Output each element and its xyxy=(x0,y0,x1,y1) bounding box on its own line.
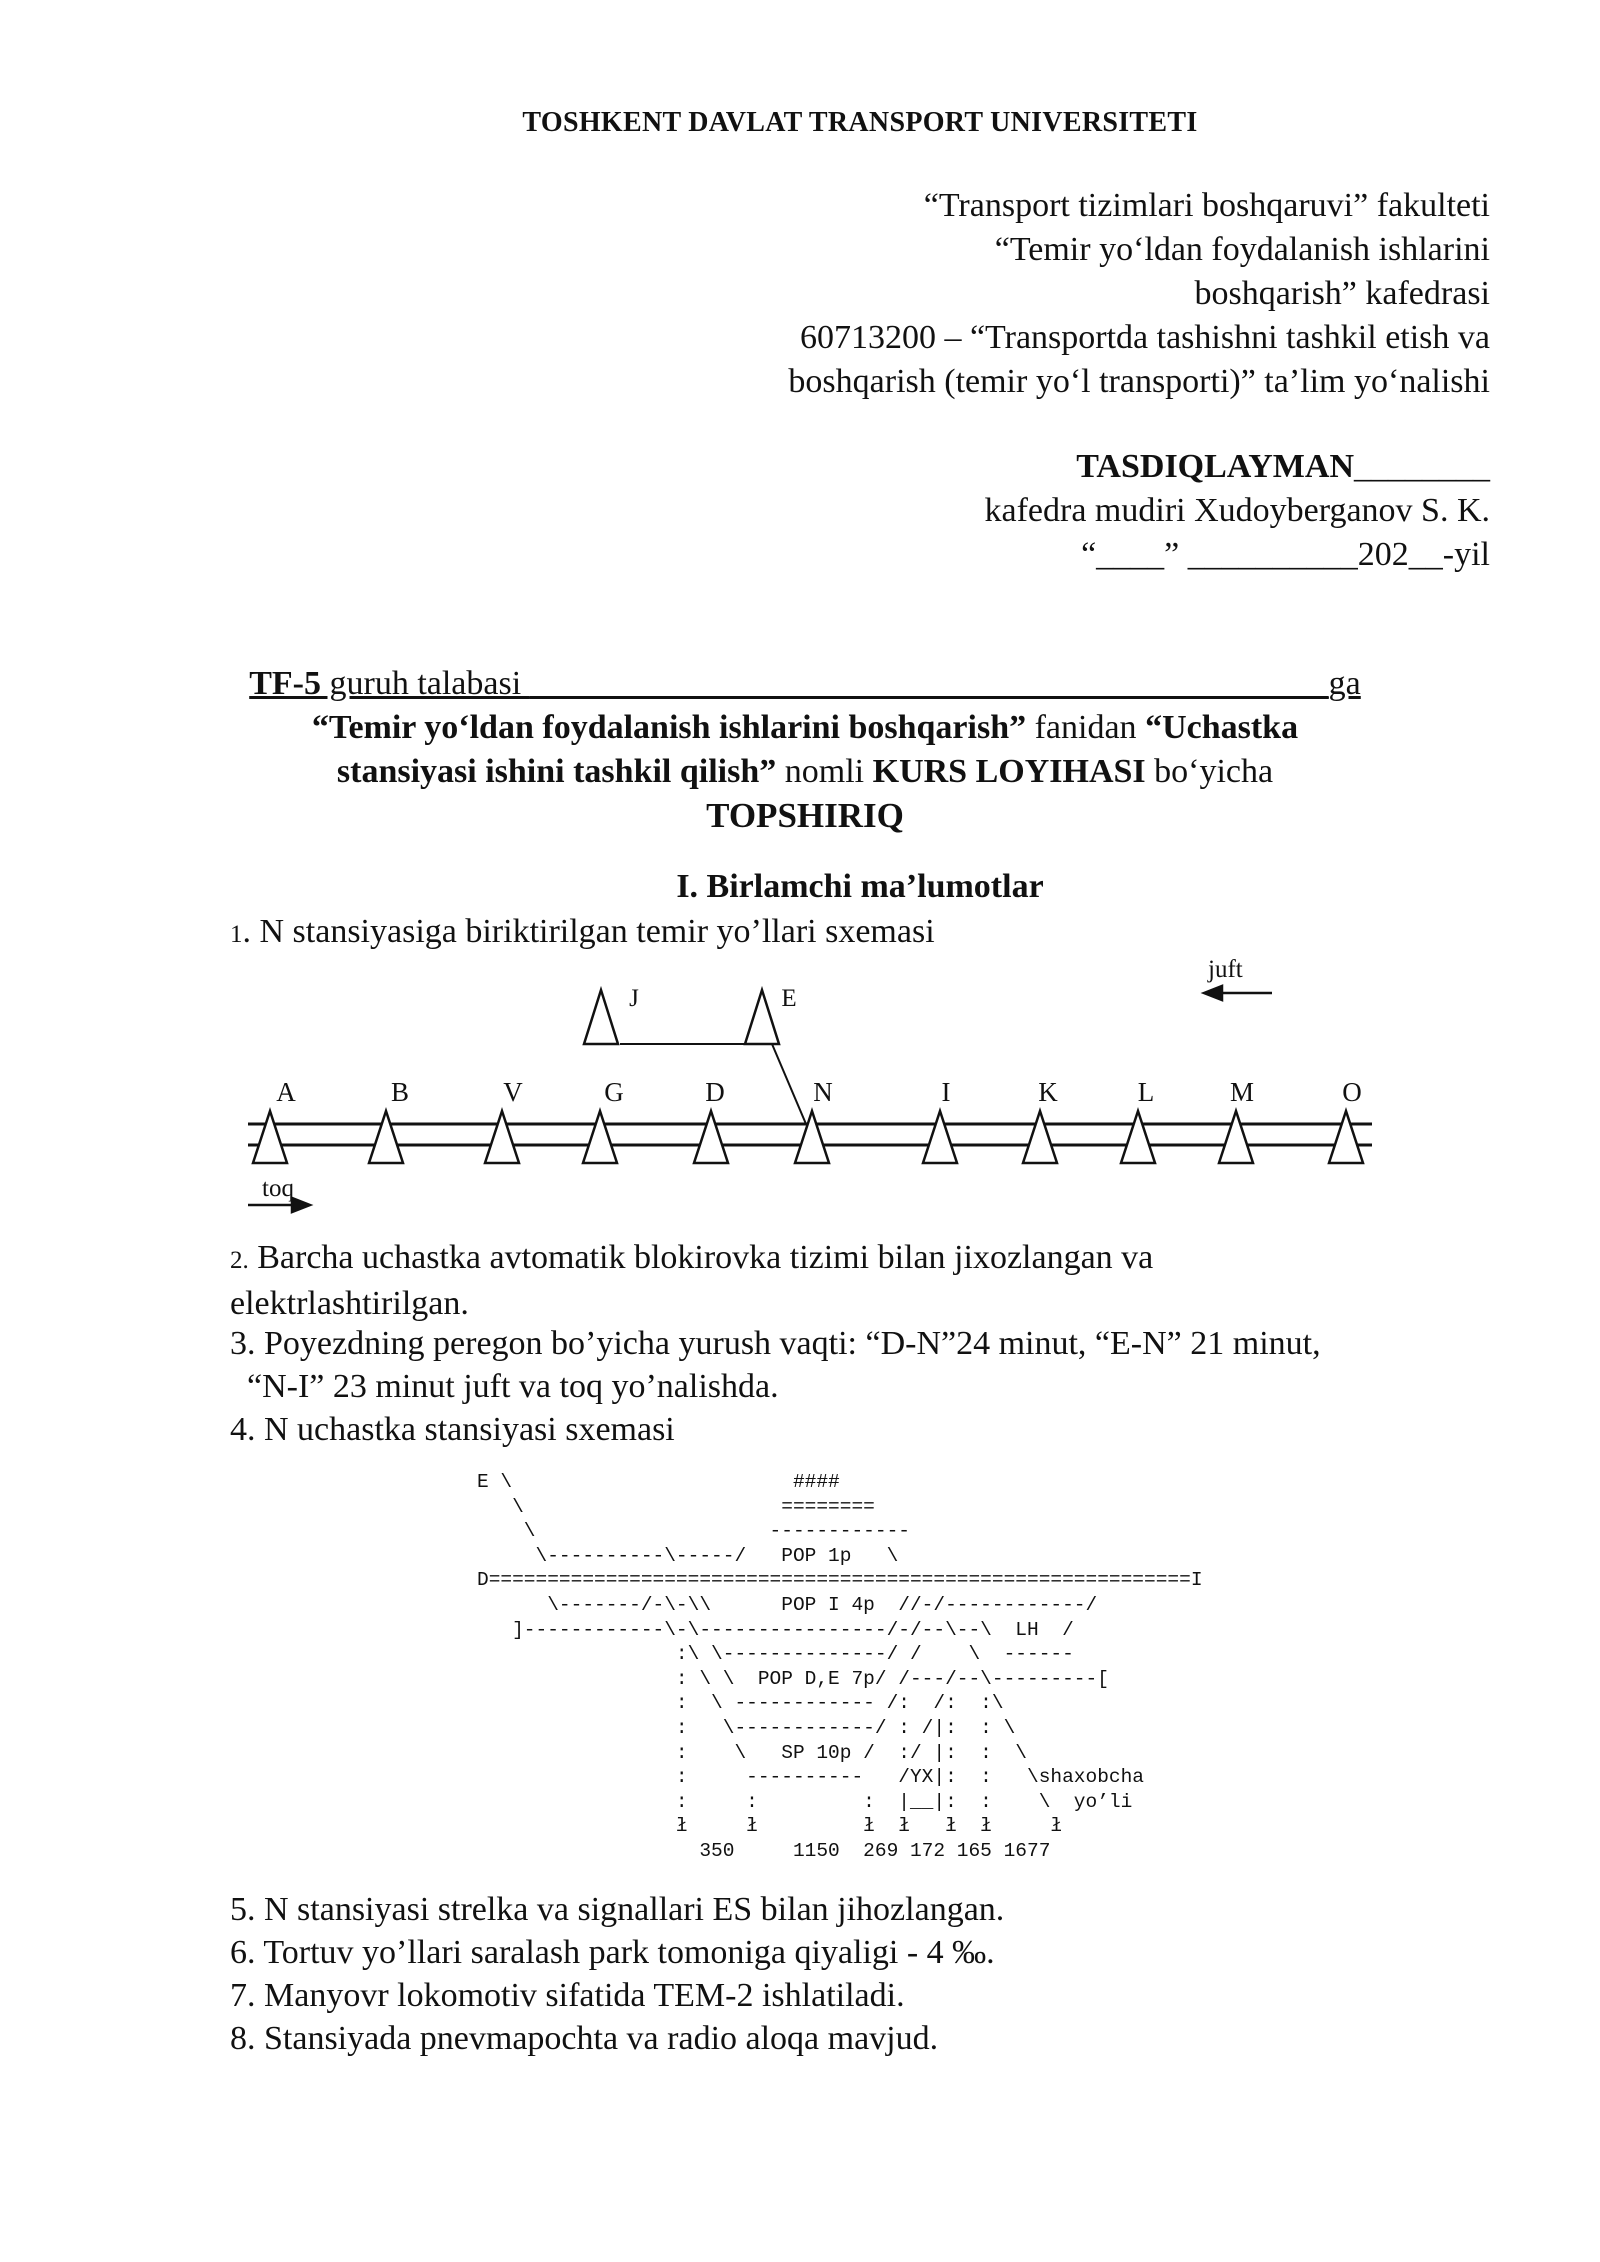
subject-name: “Temir yo‘ldan foydalanish ishlarini boshqarish” xyxy=(311,709,1027,746)
station-o-mark xyxy=(1329,1111,1363,1163)
item-3-line-1: 3. Poyezdning peregon bo’yicha yurush vaqti: “D-N”24 minut, “E-N” 21 minut, xyxy=(230,1325,1321,1362)
station-l-mark xyxy=(1121,1111,1155,1163)
fanidan-text: fanidan xyxy=(1026,709,1146,746)
topic-part-1: “Uchastka xyxy=(1145,709,1299,746)
department-line-1: “Temir yo‘ldan foydalanish ishlarini xyxy=(994,231,1490,268)
item-3 xyxy=(230,1322,1480,1408)
station-i-mark xyxy=(923,1111,957,1163)
specialty-line-2: boshqarish (temir yo‘l transporti)” ta’lim yo‘nalishi xyxy=(788,363,1490,400)
item-7: 7. Manyovr lokomotiv sifatida TEM-2 ishlatiladi. xyxy=(230,1977,905,2014)
faculty-line: “Transport tizimlari boshqaruvi” fakulteti xyxy=(923,187,1490,224)
station-n-label: N xyxy=(813,1077,833,1107)
station-a-label: A xyxy=(276,1077,296,1107)
student-name-blank: _______________________________________________ xyxy=(529,665,1329,702)
section-title: I. Birlamchi ma’lumotlar xyxy=(676,868,1044,905)
station-m-mark xyxy=(1219,1111,1253,1163)
branch-connection-e-n xyxy=(772,1044,806,1124)
station-l-label: L xyxy=(1137,1077,1155,1107)
station-b-mark xyxy=(369,1111,403,1163)
item-6: 6. Tortuv yo’llari saralash park tomoniga qiyaligi - 4 ‰. xyxy=(230,1934,995,1971)
station-v-label: V xyxy=(503,1077,523,1107)
station-j-label: J xyxy=(629,985,639,1012)
signature-blank: ________ xyxy=(1354,448,1490,485)
station-m-label: M xyxy=(1229,1077,1255,1107)
station-v-mark xyxy=(485,1111,519,1163)
item-5: 5. N stansiyasi strelka va signallari ES bilan jihozlangan. xyxy=(230,1891,1005,1928)
topic-part-2: stansiyasi ishini tashkil qilish” xyxy=(336,753,777,790)
station-g-mark xyxy=(583,1111,617,1163)
project-type: KURS LOYIHASI xyxy=(872,753,1146,790)
toq-arrow-head xyxy=(292,1198,310,1212)
station-scheme: E \ #### \ ======== \ ------------ \----------\-----/ POP 1p \ D============================================================I \-------/-\-\\ POP I 4p //-/------------/ ]------------\-\----------------/-/--\--\ LH / :\ \--------------/ / \ ------ : \ \ POP D,E 7p/ /---/--\---------[ : \ ------------ /: /: :\ : \------------/ : /|: : \ : \ SP 10p / :/ |: : \ : ---------- /YX|: : \shaxobcha : : : |__|: : \ yo’li ł ł ł ł ł ł ł 350 1150 269 172 165 1677 xyxy=(477,1471,1203,1862)
assignment-title: TOPSHIRIQ xyxy=(706,796,904,835)
item-8: 8. Stansiyada pnevmapochta va radio aloqa mavjud. xyxy=(230,2020,939,2057)
group-code: TF-5 xyxy=(249,665,321,702)
student-suffix: ga xyxy=(1328,665,1361,702)
direction-even-label: juft xyxy=(1208,956,1243,983)
direction-odd-label: toq xyxy=(262,1175,294,1202)
item-2-line-2: elektrlashtirilgan. xyxy=(230,1285,469,1322)
nomli-text: nomli xyxy=(776,753,873,790)
station-e-label: E xyxy=(781,985,797,1012)
station-g-label: G xyxy=(604,1077,624,1107)
item-4: 4. N uchastka stansiyasi sxemasi xyxy=(230,1411,675,1448)
item-2-number: 2. xyxy=(230,1247,249,1274)
item-3-line-2: “N-I” 23 minut juft va toq yo’nalishda. xyxy=(247,1368,779,1405)
station-a-mark xyxy=(253,1111,287,1163)
item-1-number: 1 xyxy=(230,921,243,948)
item-1-text: . N stansiyasiga biriktirilgan temir yo’llari sxemasi xyxy=(242,913,935,950)
station-j-mark xyxy=(584,990,618,1044)
item-2-line-1 xyxy=(230,1236,1480,1282)
station-n-mark xyxy=(795,1111,829,1163)
specialty-line-1: 60713200 – “Transportda tashishni tashkil etish va xyxy=(799,319,1490,356)
university-title: TOSHKENT DAVLAT TRANSPORT UNIVERSITETI xyxy=(522,107,1198,138)
station-o-label: O xyxy=(1342,1077,1362,1107)
station-d-label: D xyxy=(705,1077,725,1107)
department-line-2: boshqarish” kafedrasi xyxy=(1194,275,1490,312)
station-d-mark xyxy=(694,1111,728,1163)
station-k-label: K xyxy=(1038,1077,1058,1107)
station-i-label: I xyxy=(941,1077,951,1107)
approval-date: “____” __________202__-yil xyxy=(1081,536,1490,573)
station-k-mark xyxy=(1023,1111,1057,1163)
item-2 xyxy=(230,1236,1480,1325)
station-b-label: B xyxy=(390,1077,410,1107)
department-head: kafedra mudiri Xudoyberganov S. K. xyxy=(984,492,1490,529)
juft-arrow-head xyxy=(1204,986,1222,1000)
boyicha-text: bo‘yicha xyxy=(1145,753,1274,790)
group-text: guruh talabasi xyxy=(321,665,530,702)
station-e-mark xyxy=(745,990,779,1044)
item-2-text: Barcha uchastka avtomatik blokirovka tizimi bilan jixozlangan va xyxy=(248,1239,1154,1276)
approval-label: TASDIQLAYMAN xyxy=(1076,448,1354,485)
